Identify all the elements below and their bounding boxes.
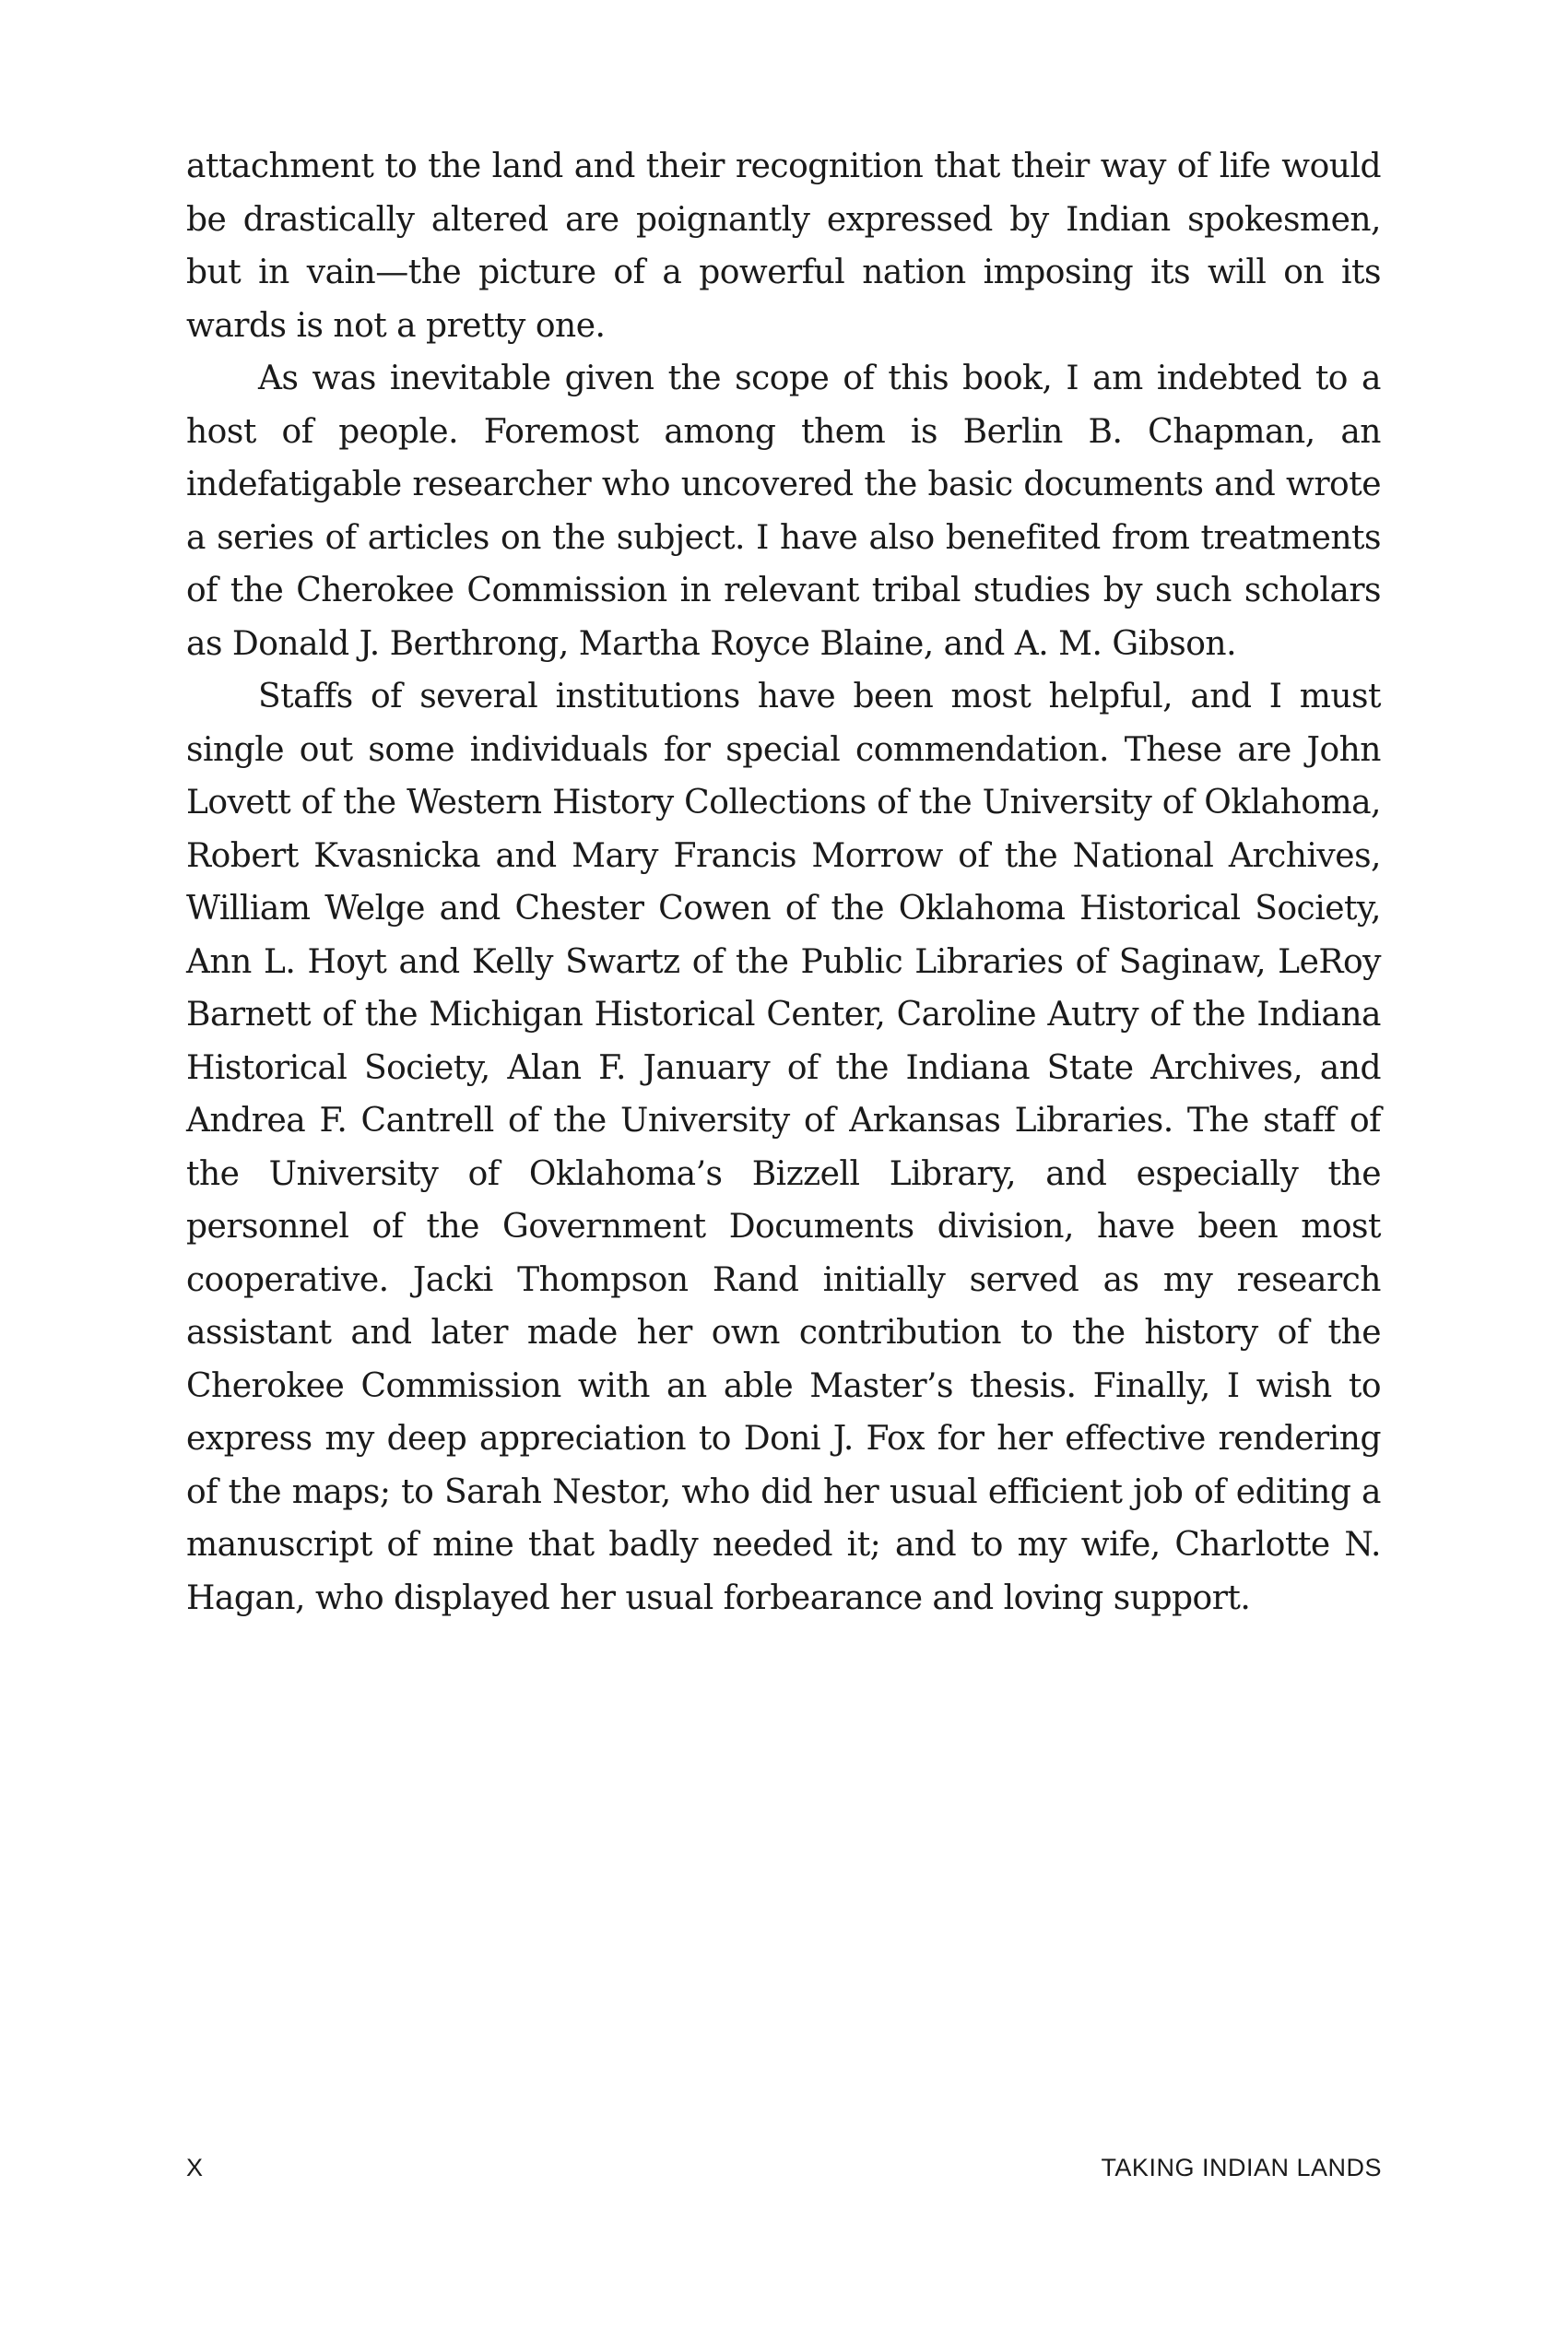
paragraph-institutions: Staffs of several institutions have been most helpful, and I must single out some individuals for special commendation. These are John Lovett of the Western History Collections of the University of Oklahoma, Robert Kvasnicka and Mary Francis Morrow of the National Archives, William Welge and Chester Cowen of the Oklahoma Historical Society, Ann L. Hoyt and Kelly Swartz of the Public Libraries of Saginaw, LeRoy Barnett of the Michigan Historical Center, Caroline Autry of the Indiana Historical Society, Alan F. January of the Indiana State Archives, and Andrea F. Cantrell of the University of Arkansas Libraries. The staff of the University of Oklahoma’s Bizzell Library, and especially the personnel of the Government Documents division, have been most cooperative. Jacki Thompson Rand initially served as my research assistant and later made her own contribution to the history of the Cherokee Commission with an able Master’s thesis. Finally, I wish to express my deep appreciation to Doni J. Fox for her effective rendering of the maps; to Sarah Nestor, who did her usual efficient job of editing a manuscript of mine that badly needed it; and to my wife, Charlotte N. Hagan, who displayed her usual forbearance and loving support. [186, 678, 1381, 1617]
paragraph-acknowledgments: As was inevitable given the scope of this book, I am indebted to a host of people. Foremost among them is Berlin B. Chapman, an indefatigable researcher who uncovered the basic documents and wrote a series of articles on the subject. I have also benefited from treatments of the Cherokee Commission in relevant tribal studies by such scholars as Donald J. Berthrong, Martha Royce Blaine, and A. M. Gibson. [186, 360, 1381, 663]
body-text [186, 140, 1381, 1625]
paragraph-continued: attachment to the land and their recognition that their way of life would be drastically altered are poignantly expressed by Indian spokesmen, but in vain—the picture of a powerful nation imposing its will on its wards is not a pretty one. [186, 148, 1381, 345]
running-title: TAKING INDIAN LANDS [1101, 2154, 1382, 2181]
page-number: X [186, 2154, 204, 2181]
